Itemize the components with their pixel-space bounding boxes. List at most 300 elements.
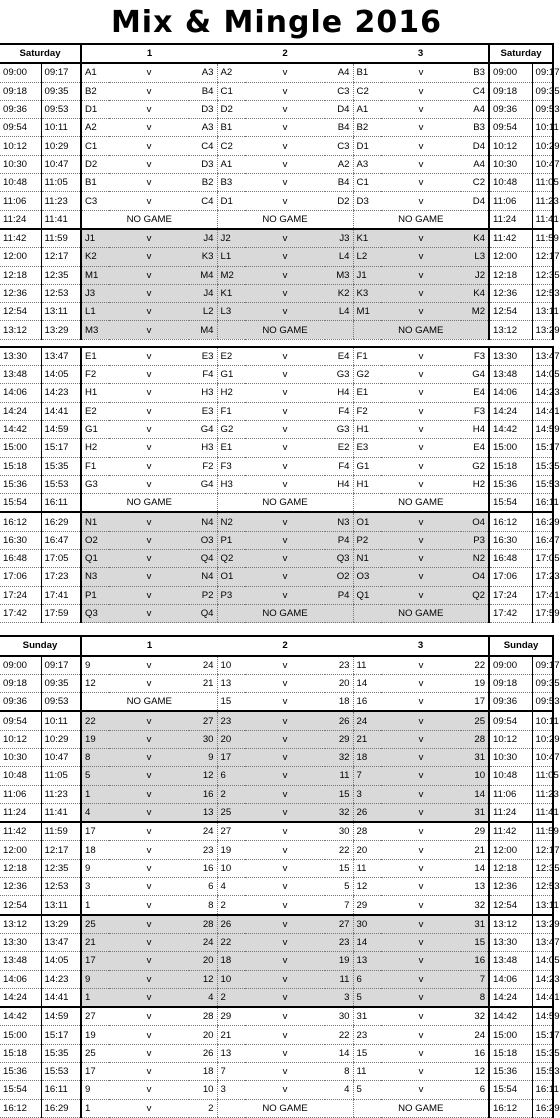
end-time: 14:23 xyxy=(532,384,553,402)
end-time: 09:17 xyxy=(532,63,553,82)
away-team: 28 xyxy=(189,915,217,934)
versus-label: v xyxy=(381,512,461,531)
away-team: 20 xyxy=(189,1026,217,1044)
away-team: 3 xyxy=(325,988,353,1007)
start-time: 15:54 xyxy=(489,494,532,513)
home-team: L1 xyxy=(217,248,245,266)
start-time: 16:48 xyxy=(0,550,41,568)
start-time: 15:00 xyxy=(0,1026,41,1044)
no-game-cell: NO GAME xyxy=(81,210,217,229)
match-row xyxy=(0,457,553,475)
home-team: E2 xyxy=(217,347,245,366)
home-team: 6 xyxy=(353,970,381,988)
home-team: 22 xyxy=(217,933,245,951)
home-team: 25 xyxy=(81,915,109,934)
end-time: 11:05 xyxy=(41,767,81,785)
pitch-header: 1 xyxy=(81,636,217,655)
home-team: N1 xyxy=(81,512,109,531)
home-team: L3 xyxy=(217,303,245,321)
start-time: 11:24 xyxy=(489,210,532,229)
match-row xyxy=(0,859,553,877)
end-time: 14:59 xyxy=(532,420,553,438)
versus-label: v xyxy=(381,822,461,841)
versus-label: v xyxy=(381,748,461,766)
start-time: 14:42 xyxy=(489,1007,532,1026)
day-header-row xyxy=(0,44,553,63)
home-team: 16 xyxy=(353,693,381,712)
pitch-header: 2 xyxy=(217,636,353,655)
versus-label: v xyxy=(245,988,325,1007)
away-team: E2 xyxy=(325,439,353,457)
end-time: 10:11 xyxy=(532,119,553,137)
start-time: 10:48 xyxy=(489,767,532,785)
start-time: 09:54 xyxy=(0,119,41,137)
home-team: C1 xyxy=(81,137,109,155)
away-team: K4 xyxy=(461,229,489,248)
end-time: 14:41 xyxy=(532,988,553,1007)
away-team: O4 xyxy=(461,568,489,586)
start-time: 15:36 xyxy=(0,1063,41,1081)
match-row xyxy=(0,1026,553,1044)
versus-label: v xyxy=(381,1026,461,1044)
versus-label: v xyxy=(109,512,189,531)
away-team: H2 xyxy=(461,475,489,493)
versus-label: v xyxy=(245,970,325,988)
away-team: 30 xyxy=(189,730,217,748)
away-team: 29 xyxy=(461,822,489,841)
start-time: 12:18 xyxy=(0,859,41,877)
versus-label: v xyxy=(109,1063,189,1081)
start-time: 15:00 xyxy=(0,439,41,457)
match-row xyxy=(0,803,553,822)
end-time: 15:17 xyxy=(41,439,81,457)
away-team: 16 xyxy=(189,859,217,877)
versus-label: v xyxy=(245,748,325,766)
versus-label: v xyxy=(245,284,325,302)
start-time: 11:06 xyxy=(0,785,41,803)
versus-label: v xyxy=(245,174,325,192)
versus-label: v xyxy=(245,457,325,475)
versus-label: v xyxy=(109,155,189,173)
versus-label: v xyxy=(245,693,325,712)
versus-label: v xyxy=(109,229,189,248)
away-team: H4 xyxy=(325,384,353,402)
versus-label: v xyxy=(109,347,189,366)
versus-label: v xyxy=(381,952,461,970)
versus-label: v xyxy=(245,512,325,531)
versus-label: v xyxy=(109,970,189,988)
start-time: 15:36 xyxy=(489,475,532,493)
versus-label: v xyxy=(109,63,189,82)
home-team: F1 xyxy=(217,402,245,420)
away-team: G3 xyxy=(325,366,353,384)
away-team: 2 xyxy=(189,1099,217,1117)
end-time: 11:59 xyxy=(532,822,553,841)
home-team: J2 xyxy=(217,229,245,248)
away-team: P4 xyxy=(325,531,353,549)
home-team: 13 xyxy=(217,674,245,692)
end-time: 11:59 xyxy=(41,822,81,841)
home-team: 18 xyxy=(217,952,245,970)
home-team: B1 xyxy=(353,63,381,82)
no-game-cell: NO GAME xyxy=(353,210,489,229)
end-time: 11:59 xyxy=(532,229,553,248)
end-time: 14:41 xyxy=(41,402,81,420)
away-team: C2 xyxy=(461,174,489,192)
home-team: F3 xyxy=(217,457,245,475)
versus-label: v xyxy=(245,896,325,915)
home-team: 20 xyxy=(217,730,245,748)
start-time: 09:54 xyxy=(489,711,532,730)
versus-label: v xyxy=(245,1063,325,1081)
home-team: Q2 xyxy=(217,550,245,568)
home-team: 18 xyxy=(353,748,381,766)
end-time: 09:35 xyxy=(532,82,553,100)
end-time: 10:29 xyxy=(532,730,553,748)
home-team: N1 xyxy=(353,550,381,568)
end-time: 17:41 xyxy=(532,586,553,604)
versus-label: v xyxy=(381,248,461,266)
away-team: 25 xyxy=(461,711,489,730)
start-time: 10:30 xyxy=(0,155,41,173)
end-time: 16:29 xyxy=(41,512,81,531)
start-time: 12:00 xyxy=(489,248,532,266)
match-row xyxy=(0,586,553,604)
away-team: B4 xyxy=(189,82,217,100)
home-team: G1 xyxy=(217,366,245,384)
versus-label: v xyxy=(381,878,461,896)
away-team: 14 xyxy=(461,785,489,803)
away-team: 16 xyxy=(461,952,489,970)
spacer-row xyxy=(0,339,553,347)
match-row xyxy=(0,568,553,586)
end-time: 15:17 xyxy=(41,1026,81,1044)
match-row xyxy=(0,266,553,284)
no-game-cell: NO GAME xyxy=(217,321,353,339)
away-team: G4 xyxy=(461,366,489,384)
end-time: 14:05 xyxy=(41,952,81,970)
home-team: 20 xyxy=(353,841,381,859)
versus-label: v xyxy=(109,952,189,970)
end-time: 12:17 xyxy=(41,248,81,266)
end-time: 13:29 xyxy=(532,915,553,934)
versus-label: v xyxy=(381,63,461,82)
home-team: P1 xyxy=(81,586,109,604)
away-team: D4 xyxy=(461,137,489,155)
versus-label: v xyxy=(381,531,461,549)
away-team: N2 xyxy=(461,550,489,568)
home-team: H2 xyxy=(217,384,245,402)
versus-label: v xyxy=(109,896,189,915)
spacer-cell xyxy=(0,339,553,347)
end-time: 16:11 xyxy=(532,494,553,513)
start-time: 11:06 xyxy=(489,192,532,210)
away-team: 24 xyxy=(189,933,217,951)
home-team: 12 xyxy=(81,674,109,692)
home-team: 11 xyxy=(353,656,381,675)
end-time: 16:11 xyxy=(41,494,81,513)
end-time: 12:53 xyxy=(532,878,553,896)
start-time: 10:30 xyxy=(489,155,532,173)
match-row xyxy=(0,229,553,248)
day-label: Saturday xyxy=(489,44,553,63)
away-team: 22 xyxy=(461,656,489,675)
versus-label: v xyxy=(109,656,189,675)
match-row xyxy=(0,192,553,210)
end-time: 16:29 xyxy=(41,1099,81,1117)
versus-label: v xyxy=(245,859,325,877)
versus-label: v xyxy=(109,402,189,420)
pitch-header: 3 xyxy=(353,44,489,63)
versus-label: v xyxy=(245,531,325,549)
away-team: 19 xyxy=(461,674,489,692)
away-team: O3 xyxy=(189,531,217,549)
end-time: 09:17 xyxy=(41,656,81,675)
away-team: D3 xyxy=(189,100,217,118)
home-team: E1 xyxy=(81,347,109,366)
away-team: 6 xyxy=(461,1081,489,1099)
versus-label: v xyxy=(109,822,189,841)
home-team: 9 xyxy=(81,1081,109,1099)
home-team: G1 xyxy=(353,457,381,475)
end-time: 12:35 xyxy=(41,266,81,284)
start-time: 12:18 xyxy=(0,266,41,284)
start-time: 10:48 xyxy=(0,174,41,192)
end-time: 10:47 xyxy=(41,155,81,173)
away-team: 22 xyxy=(325,841,353,859)
away-team: C3 xyxy=(325,137,353,155)
start-time: 09:54 xyxy=(489,119,532,137)
home-team: F2 xyxy=(353,402,381,420)
end-time: 14:59 xyxy=(532,1007,553,1026)
home-team: H2 xyxy=(81,439,109,457)
home-team: 14 xyxy=(353,933,381,951)
start-time: 12:36 xyxy=(489,284,532,302)
home-team: E2 xyxy=(81,402,109,420)
versus-label: v xyxy=(245,822,325,841)
away-team: J4 xyxy=(189,229,217,248)
start-time: 12:54 xyxy=(489,896,532,915)
home-team: D2 xyxy=(217,100,245,118)
away-team: C4 xyxy=(461,82,489,100)
start-time: 09:36 xyxy=(489,100,532,118)
versus-label: v xyxy=(381,402,461,420)
home-team: G1 xyxy=(81,420,109,438)
home-team: H1 xyxy=(353,475,381,493)
versus-label: v xyxy=(109,785,189,803)
start-time: 11:06 xyxy=(0,192,41,210)
match-row xyxy=(0,822,553,841)
away-team: 24 xyxy=(189,822,217,841)
match-row xyxy=(0,174,553,192)
match-row xyxy=(0,841,553,859)
versus-label: v xyxy=(109,711,189,730)
start-time: 10:48 xyxy=(489,174,532,192)
home-team: 2 xyxy=(217,988,245,1007)
versus-label: v xyxy=(109,586,189,604)
home-team: Q1 xyxy=(81,550,109,568)
end-time: 17:59 xyxy=(532,604,553,622)
start-time: 13:48 xyxy=(489,366,532,384)
home-team: 29 xyxy=(217,1007,245,1026)
end-time: 14:05 xyxy=(532,952,553,970)
versus-label: v xyxy=(245,266,325,284)
start-time: 12:36 xyxy=(489,878,532,896)
versus-label: v xyxy=(109,439,189,457)
home-team: 22 xyxy=(81,711,109,730)
home-team: A2 xyxy=(217,63,245,82)
match-row xyxy=(0,494,553,513)
versus-label: v xyxy=(109,82,189,100)
versus-label: v xyxy=(245,586,325,604)
away-team: 4 xyxy=(325,1081,353,1099)
away-team: 14 xyxy=(461,859,489,877)
end-time: 14:59 xyxy=(41,1007,81,1026)
versus-label: v xyxy=(245,303,325,321)
end-time: 13:47 xyxy=(41,933,81,951)
away-team: 12 xyxy=(461,1063,489,1081)
start-time: 17:42 xyxy=(0,604,41,622)
start-time: 16:48 xyxy=(489,550,532,568)
match-row xyxy=(0,604,553,622)
versus-label: v xyxy=(381,970,461,988)
home-team: F1 xyxy=(81,457,109,475)
end-time: 17:23 xyxy=(41,568,81,586)
end-time: 15:17 xyxy=(532,439,553,457)
home-team: C2 xyxy=(353,82,381,100)
end-time: 13:29 xyxy=(41,321,81,339)
away-team: E4 xyxy=(461,439,489,457)
start-time: 15:00 xyxy=(489,439,532,457)
match-row xyxy=(0,1081,553,1099)
home-team: 23 xyxy=(217,711,245,730)
match-row xyxy=(0,711,553,730)
versus-label: v xyxy=(381,266,461,284)
away-team: M4 xyxy=(189,266,217,284)
away-team: 26 xyxy=(189,1044,217,1062)
start-time: 15:18 xyxy=(0,1044,41,1062)
match-row xyxy=(0,550,553,568)
away-team: D3 xyxy=(189,155,217,173)
home-team: 9 xyxy=(81,970,109,988)
end-time: 14:41 xyxy=(41,988,81,1007)
match-row xyxy=(0,210,553,229)
versus-label: v xyxy=(245,1007,325,1026)
versus-label: v xyxy=(381,674,461,692)
versus-label: v xyxy=(245,550,325,568)
home-team: 3 xyxy=(353,785,381,803)
start-time: 15:54 xyxy=(0,494,41,513)
away-team: K3 xyxy=(189,248,217,266)
start-time: 12:36 xyxy=(0,878,41,896)
match-row xyxy=(0,321,553,339)
home-team: B2 xyxy=(353,119,381,137)
away-team: 4 xyxy=(189,988,217,1007)
end-time: 09:35 xyxy=(532,674,553,692)
start-time: 15:54 xyxy=(0,1081,41,1099)
match-row xyxy=(0,100,553,118)
versus-label: v xyxy=(381,730,461,748)
home-team: H1 xyxy=(81,384,109,402)
match-row xyxy=(0,674,553,692)
versus-label: v xyxy=(381,439,461,457)
start-time: 12:54 xyxy=(489,303,532,321)
end-time: 13:29 xyxy=(41,915,81,934)
match-row xyxy=(0,512,553,531)
home-team: P2 xyxy=(353,531,381,549)
match-row xyxy=(0,531,553,549)
start-time: 14:42 xyxy=(0,1007,41,1026)
away-team: B4 xyxy=(325,119,353,137)
start-time: 14:06 xyxy=(489,384,532,402)
home-team: 7 xyxy=(353,767,381,785)
end-time: 15:35 xyxy=(532,1044,553,1062)
end-time: 11:23 xyxy=(532,192,553,210)
away-team: G4 xyxy=(189,420,217,438)
away-team: 10 xyxy=(189,1081,217,1099)
end-time: 16:29 xyxy=(532,512,553,531)
end-time: 09:17 xyxy=(41,63,81,82)
versus-label: v xyxy=(245,952,325,970)
match-row xyxy=(0,767,553,785)
versus-label: v xyxy=(109,531,189,549)
away-team: Q4 xyxy=(189,604,217,622)
away-team: 19 xyxy=(325,952,353,970)
home-team: P3 xyxy=(217,586,245,604)
end-time: 14:41 xyxy=(532,402,553,420)
start-time: 11:42 xyxy=(0,822,41,841)
versus-label: v xyxy=(381,586,461,604)
home-team: 18 xyxy=(81,841,109,859)
versus-label: v xyxy=(109,933,189,951)
home-team: A2 xyxy=(81,119,109,137)
away-team: A3 xyxy=(189,63,217,82)
versus-label: v xyxy=(109,803,189,822)
end-time: 13:11 xyxy=(532,896,553,915)
away-team: Q4 xyxy=(189,550,217,568)
end-time: 11:23 xyxy=(41,192,81,210)
start-time: 14:24 xyxy=(489,988,532,1007)
home-team: F2 xyxy=(81,366,109,384)
end-time: 16:11 xyxy=(41,1081,81,1099)
away-team: A2 xyxy=(325,155,353,173)
versus-label: v xyxy=(245,656,325,675)
start-time: 11:24 xyxy=(0,210,41,229)
home-team: K1 xyxy=(353,229,381,248)
end-time: 09:35 xyxy=(41,82,81,100)
end-time: 10:29 xyxy=(532,137,553,155)
versus-label: v xyxy=(245,384,325,402)
pitch-header: 2 xyxy=(217,44,353,63)
versus-label: v xyxy=(381,100,461,118)
start-time: 13:12 xyxy=(489,321,532,339)
home-team: M1 xyxy=(81,266,109,284)
start-time: 09:00 xyxy=(489,63,532,82)
versus-label: v xyxy=(245,568,325,586)
end-time: 11:23 xyxy=(532,785,553,803)
home-team: J3 xyxy=(81,284,109,302)
end-time: 15:53 xyxy=(41,475,81,493)
away-team: 21 xyxy=(189,674,217,692)
versus-label: v xyxy=(109,730,189,748)
end-time: 12:35 xyxy=(41,859,81,877)
away-team: 30 xyxy=(325,822,353,841)
versus-label: v xyxy=(381,137,461,155)
start-time: 09:36 xyxy=(489,693,532,712)
away-team: M4 xyxy=(189,321,217,339)
away-team: L2 xyxy=(189,303,217,321)
start-time: 15:36 xyxy=(0,475,41,493)
